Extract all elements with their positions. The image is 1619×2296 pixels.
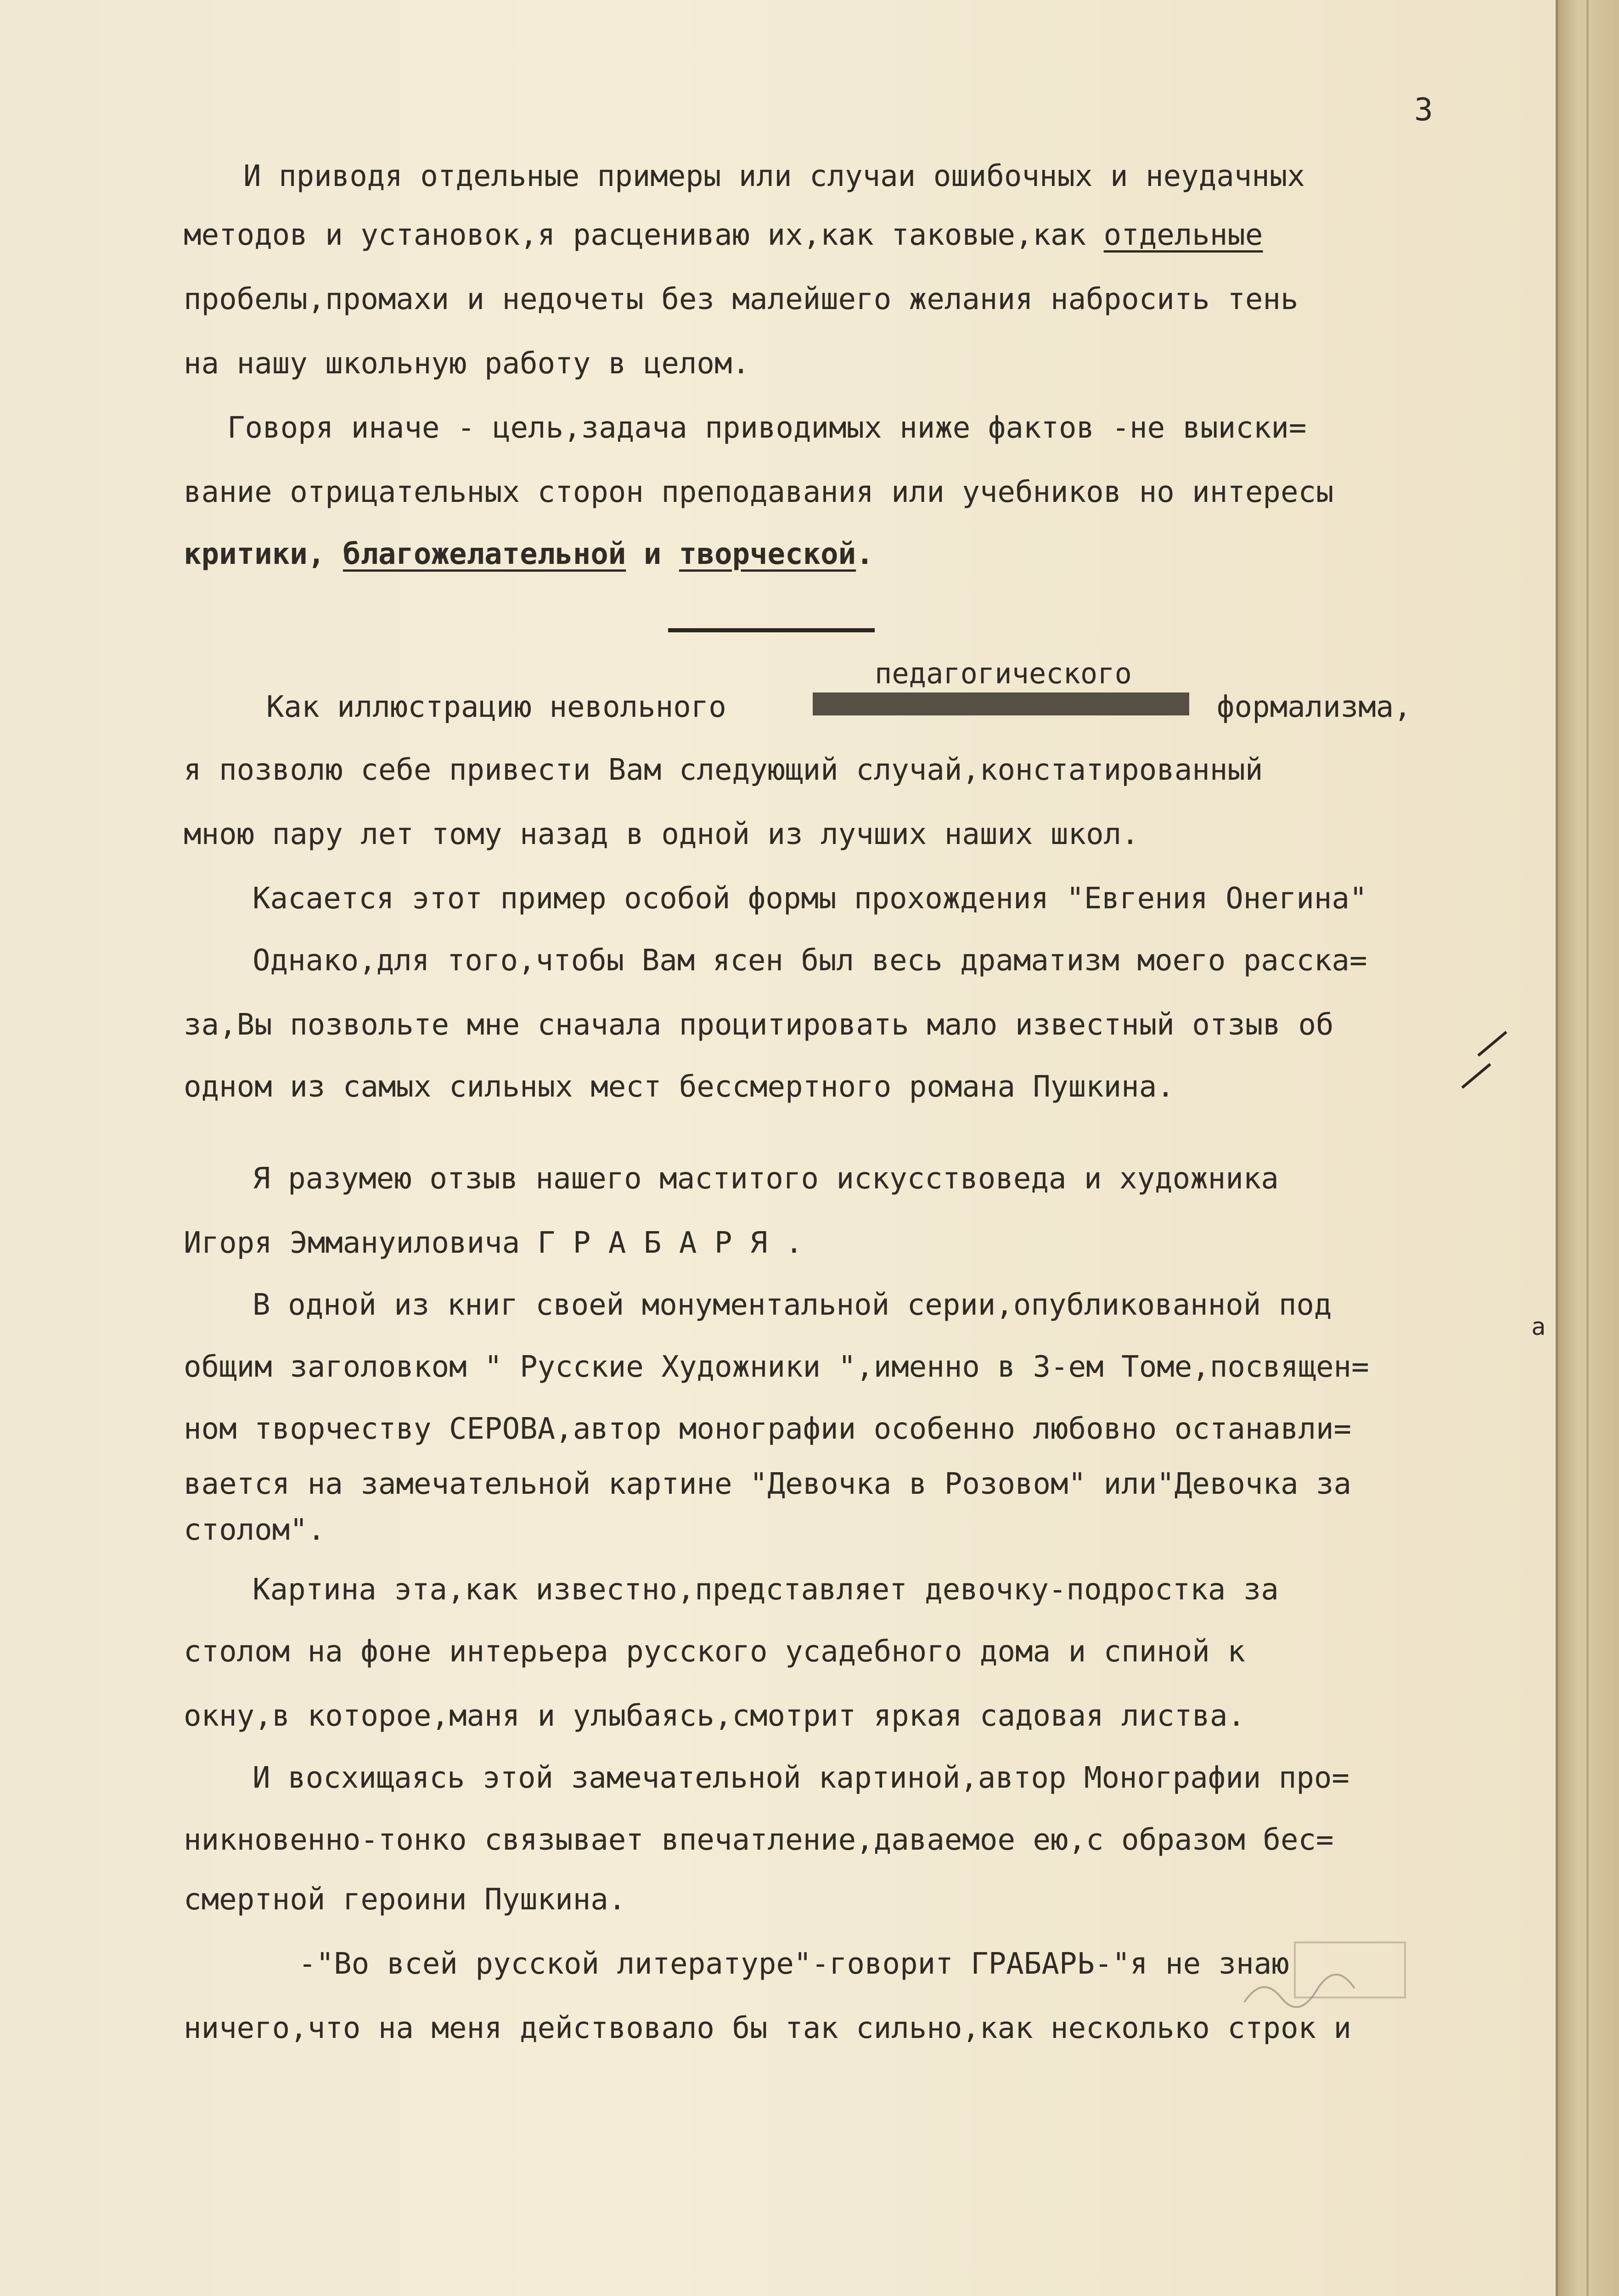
text-line: вается на замечательной картине "Девочка в Розовом" или"Девочка за	[184, 1467, 1352, 1501]
text-line: -"Во всей русской литературе"-говорит ГРАБАРЬ-"я не знаю	[298, 1947, 1289, 1981]
text-line: Как иллюстрацию невольного	[266, 690, 726, 724]
archive-stamp	[1235, 1933, 1410, 2020]
inserted-word: педагогического	[875, 657, 1132, 690]
text-line: на нашу школьную работу в целом.	[184, 347, 750, 381]
text-line: никновенно-тонко связывает впечатление,даваемое ею,с образом бес=	[184, 1823, 1334, 1857]
text-line: Однако,для того,чтобы Вам ясен был весь драматизм моего расска=	[253, 944, 1367, 978]
text-line: Касается этот пример особой формы прохождения "Евгения Онегина"	[253, 882, 1367, 916]
page-number: 3	[1414, 92, 1433, 128]
text-line: за,Вы позвольте мне сначала процитировать мало известный отзыв об	[184, 1008, 1334, 1042]
section-divider	[668, 628, 875, 632]
underlined-word: творческой	[679, 537, 856, 571]
text-line: И восхищаясь этой замечательной картиной,автор Монографии про=	[253, 1761, 1349, 1795]
text-line: Я разумею отзыв нашего маститого искусствоведа и художника	[253, 1162, 1279, 1196]
text-line: методов и установок,я расцениваю их,как таковые,как отдельные	[184, 218, 1263, 252]
text-line: общим заголовком " Русские Художники ",именно в 3-ем Томе,посвящен=	[184, 1350, 1369, 1384]
margin-letter: а	[1531, 1313, 1546, 1341]
text-line: окну,в которое,маня и улыбаясь,смотрит яркая садовая листва.	[184, 1699, 1245, 1733]
struck-out-text	[813, 692, 1189, 715]
text-line: столом на фоне интерьера русского усадебного дома и спиной к	[184, 1635, 1245, 1669]
underlined-word: благожелательной	[343, 537, 626, 571]
text-line: вание отрицательных сторон преподавания или учебников но интересы	[184, 475, 1334, 509]
text-line: ничего,что на меня действовало бы так сильно,как несколько строк и	[184, 2011, 1352, 2045]
stamp-graphic	[1235, 1933, 1410, 2020]
text-line: Говоря иначе - цель,задача приводимых ниже фактов -не выиски=	[227, 411, 1307, 445]
text-line: Игоря Эммануиловича Г Р А Б А Р Я .	[184, 1226, 803, 1260]
text-line: И приводя отдельные примеры или случаи ошибочных и неудачных	[243, 159, 1305, 193]
text-line: Картина эта,как известно,представляет девочку-подростка за	[253, 1573, 1279, 1607]
text-line: критики, благожелательной и творческой.	[184, 537, 874, 571]
page-edge-line	[1586, 0, 1589, 2296]
text-line: столом".	[184, 1513, 326, 1547]
text-line: пробелы,промахи и недочеты без малейшего желания набросить тень	[184, 282, 1299, 316]
text-line: смертной героини Пушкина.	[184, 1883, 626, 1917]
text-line: одном из самых сильных мест бессмертного романа Пушкина.	[184, 1070, 1175, 1104]
text-line: формализма,	[1217, 690, 1411, 724]
text-line: ном творчеству СЕРОВА,автор монографии особенно любовно останавли=	[184, 1412, 1352, 1446]
underlined-word: отдельные	[1103, 218, 1263, 252]
text-line: В одной из книг своей монументальной серии,опубликованной под	[253, 1288, 1332, 1322]
text-line: я позволю себе привести Вам следующий случай,констатированный	[184, 753, 1263, 787]
text-line: мною пару лет тому назад в одной из лучших наших школ.	[184, 817, 1139, 851]
page-edge-line	[1556, 0, 1558, 2296]
